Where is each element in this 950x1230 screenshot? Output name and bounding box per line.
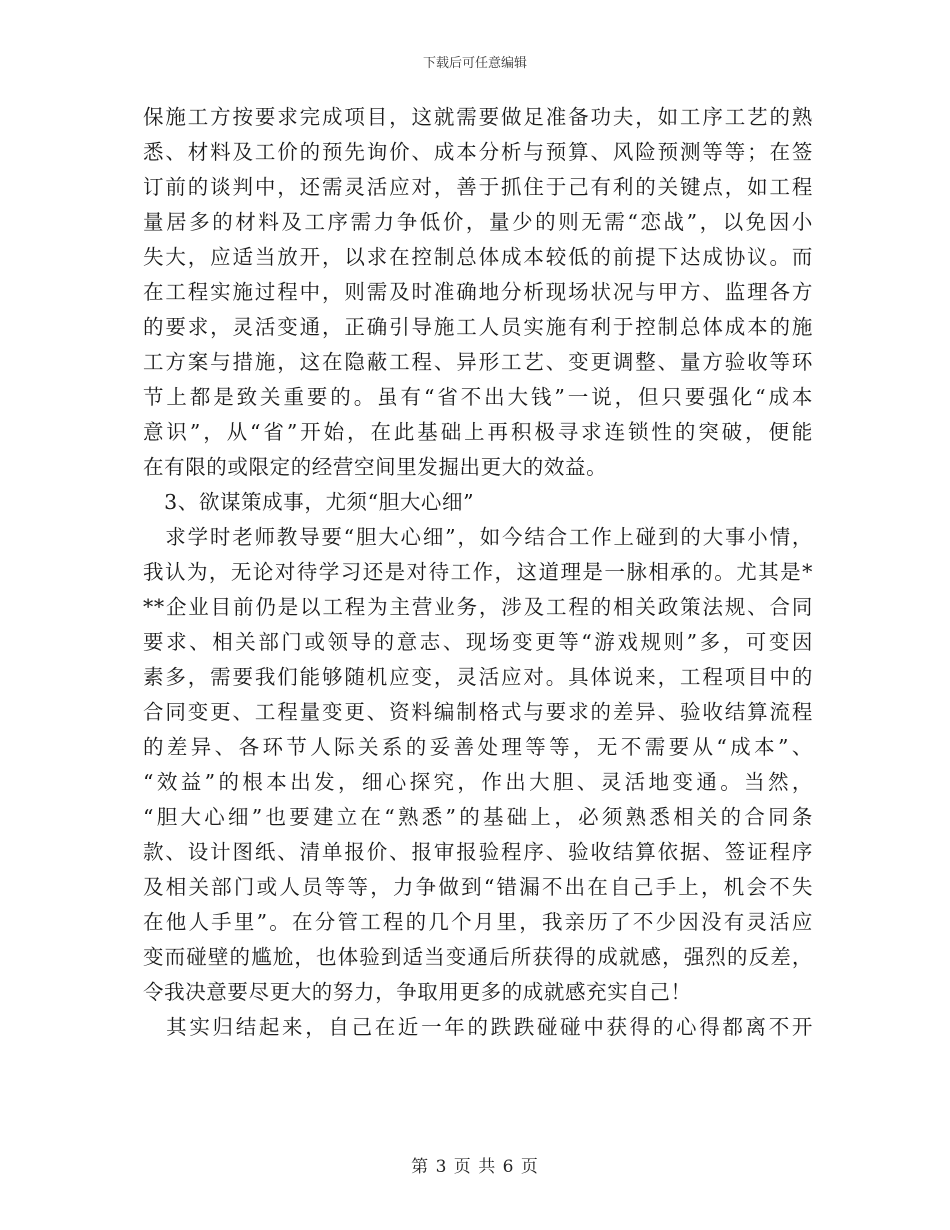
text-line: 在他人手里”。在分管工程的几个月里，我亲历了不少因没有灵活应	[143, 910, 813, 934]
text-line: “胆大心细”也要建立在“熟悉”的基础上，必须熟悉相关的合同条	[143, 805, 813, 829]
text-line: 其实归结起来，自己在近一年的跌跌碰碰中获得的心得都离不开	[143, 1015, 813, 1039]
text-line: 的要求，灵活变通，正确引导施工人员实施有利于控制总体成本的施	[143, 315, 813, 339]
text-line: 订前的谈判中，还需灵活应对，善于抓住于己有利的关键点，如工程	[143, 175, 813, 199]
page-header: 下载后可任意编辑	[422, 56, 527, 71]
text-line: 变而碰壁的尴尬，也体验到适当变通后所获得的成就感，强烈的反差，	[143, 945, 813, 969]
text-line: 工方案与措施，这在隐蔽工程、异形工艺、变更调整、量方验收等环	[143, 350, 813, 374]
text-line: 素多，需要我们能够随机应变，灵活应对。具体说来，工程项目中的	[143, 665, 813, 689]
text-line: 在有限的或限定的经营空间里发掘出更大的效益。	[143, 455, 608, 479]
text-line: 要求、相关部门或领导的意志、现场变更等“游戏规则”多，可变因	[143, 630, 813, 654]
text-line: 款、设计图纸、清单报价、报审报验程序、验收结算依据、签证程序	[143, 840, 813, 864]
text-line: 我认为，无论对待学习还是对待工作，这道理是一脉相承的。尤其是*	[143, 560, 813, 584]
text-line: 合同变更、工程量变更、资料编制格式与要求的差异、验收结算流程	[143, 700, 813, 724]
text-line: 保施工方按要求完成项目，这就需要做足准备功夫，如工序工艺的熟	[143, 105, 813, 129]
document-body	[143, 100, 813, 1045]
text-line: 节上都是致关重要的。虽有“省不出大钱”一说，但只要强化“成本	[143, 385, 813, 409]
text-line: 失大，应适当放开，以求在控制总体成本较低的前提下达成协议。而	[143, 245, 813, 269]
text-line: **企业目前仍是以工程为主营业务，涉及工程的相关政策法规、合同	[143, 595, 813, 619]
text-line: 的差异、各环节人际关系的妥善处理等等，无不需要从“成本”、	[143, 735, 813, 759]
text-line: 悉、材料及工价的预先询价、成本分析与预算、风险预测等等；在签	[143, 140, 813, 164]
page-number: 第 3 页 共 6 页	[411, 1157, 539, 1177]
text-line: 及相关部门或人员等等，力争做到“错漏不出在自己手上，机会不失	[143, 875, 813, 899]
text-line: 令我决意要尽更大的努力，争取用更多的成就感充实自己！	[143, 980, 692, 1004]
text-line: 在工程实施过程中，则需及时准确地分析现场状况与甲方、监理各方	[143, 280, 813, 304]
text-line: 量居多的材料及工序需力争低价，量少的则无需“恋战”，以免因小	[143, 210, 813, 234]
text-line: “效益”的根本出发，细心探究，作出大胆、灵活地变通。当然，	[143, 770, 813, 794]
section-heading: 3、欲谋策成事，尤须“胆大心细”	[143, 490, 475, 514]
text-line: 意识”，从“省”开始，在此基础上再积极寻求连锁性的突破，便能	[143, 420, 813, 444]
text-line: 求学时老师教导要“胆大心细”，如今结合工作上碰到的大事小情，	[143, 525, 813, 549]
